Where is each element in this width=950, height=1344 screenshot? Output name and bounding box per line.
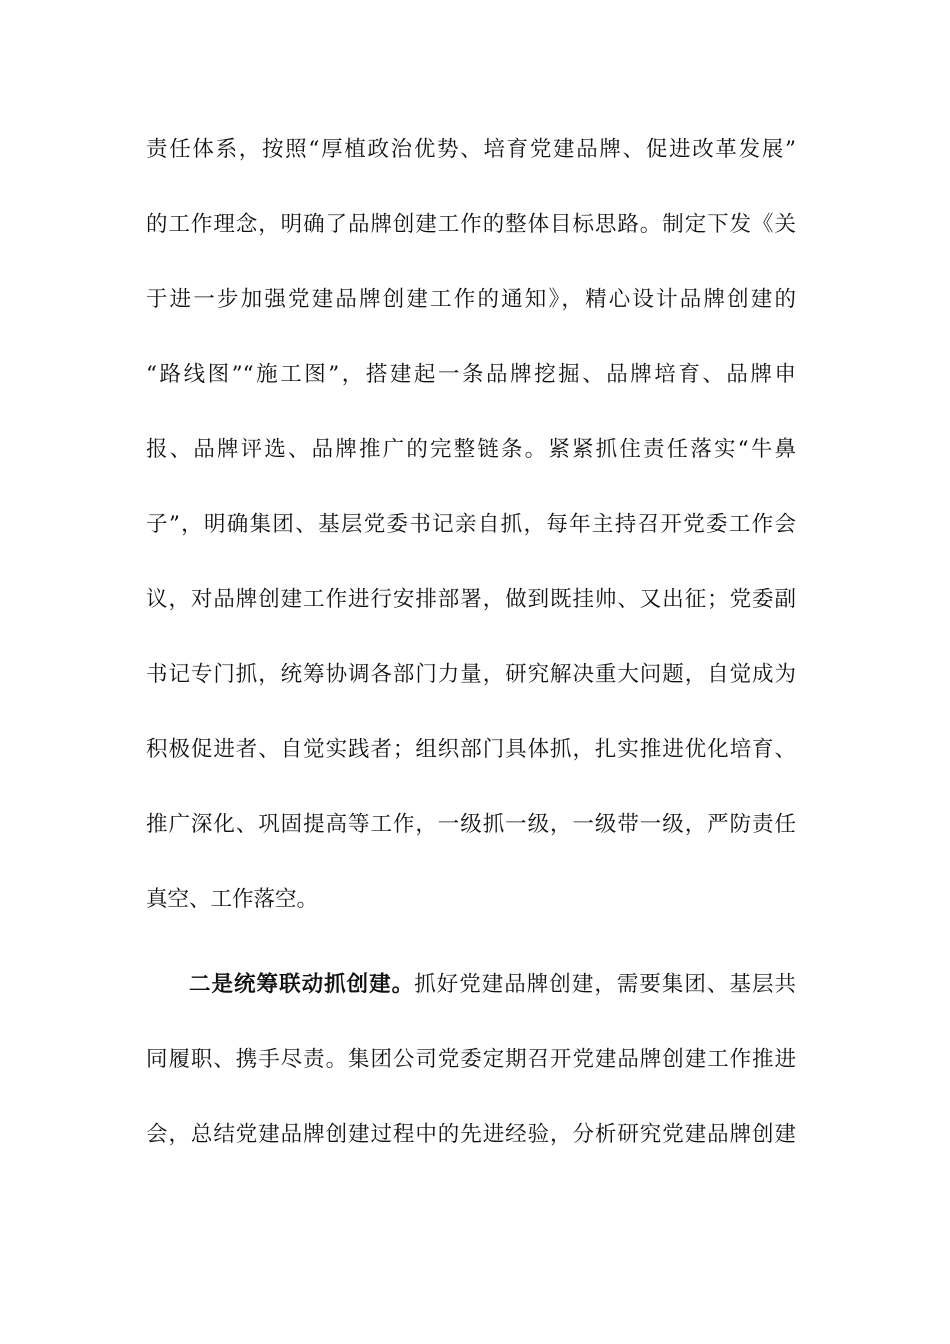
- paragraph-1-line-3: 于进一步加强党建品牌创建工作的通知》，精心设计品牌创建的: [146, 287, 796, 312]
- paragraph-2-heading: 二是统筹联动抓创建。: [189, 972, 415, 997]
- paragraph-1-line-11: 真空、工作落空。: [146, 887, 319, 912]
- paragraph-1-line-5: 报、品牌评选、品牌推广的完整链条。紧紧抓住责任落实“牛鼻: [146, 437, 796, 462]
- paragraph-1-line-1: 责任体系，按照“厚植政治优势、培育党建品牌、促进改革发展”: [146, 137, 796, 162]
- paragraph-2-first-line-rest: 抓好党建品牌创建，需要集团、基层共: [414, 972, 796, 997]
- paragraph-2-line-2: 同履职、携手尽责。集团公司党委定期召开党建品牌创建工作推进: [146, 1047, 796, 1072]
- paragraph-2-line-1: [146, 970, 796, 1000]
- paragraph-1-line-9: 积极促进者、自觉实践者；组织部门具体抓，扎实推进优化培育、: [146, 737, 796, 762]
- paragraph-1-line-7: 议，对品牌创建工作进行安排部署，做到既挂帅、又出征；党委副: [146, 587, 796, 612]
- paragraph-1-line-4: “路线图”“施工图”，搭建起一条品牌挖掘、品牌培育、品牌申: [146, 362, 796, 387]
- paragraph-1-line-2: 的工作理念，明确了品牌创建工作的整体目标思路。制定下发《关: [146, 212, 796, 237]
- paragraph-1-line-8: 书记专门抓，统筹协调各部门力量，研究解决重大问题，自觉成为: [146, 662, 796, 687]
- paragraph-2-line-3: 会，总结党建品牌创建过程中的先进经验，分析研究党建品牌创建: [146, 1122, 796, 1147]
- paragraph-1-line-6: 子”，明确集团、基层党委书记亲自抓，每年主持召开党委工作会: [146, 512, 796, 537]
- paragraph-1-line-10: 推广深化、巩固提高等工作，一级抓一级，一级带一级，严防责任: [146, 812, 796, 837]
